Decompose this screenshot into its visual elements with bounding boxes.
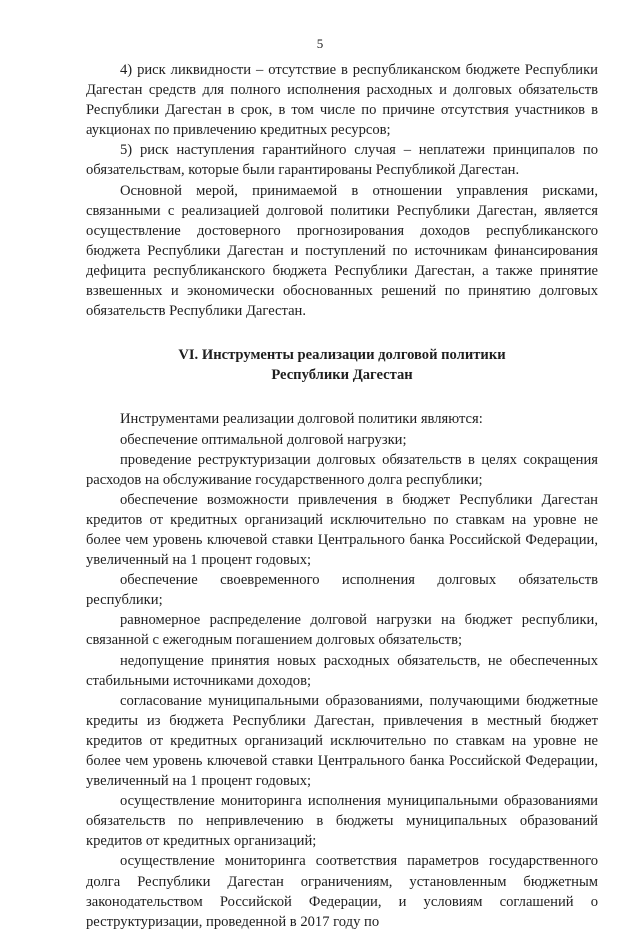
list-item-debt-parameters-monitoring: осуществление мониторинга соответствия параметров государственного долга Республики Дагестан ограничениям, установленным бюджетным законодательством Российской Федерации, и условиям соглашений о реструктуризации, проведенной в 2017 году по (86, 853, 598, 930)
list-item-even-distribution: равномерное распределение долговой нагрузки на бюджет республики, связанной с ежегодным погашением долговых обязательств; (86, 612, 598, 649)
list-item-municipal-monitoring: осуществление мониторинга исполнения муниципальными образованиями обязательств по непривлечению в бюджеты муниципальных образований кредитов от кредитных организаций; (86, 793, 598, 850)
paragraph-risk-management: Основной мерой, принимаемой в отношении управления рисками, связанными с реализацией долговой политики Республики Дагестан, является осуществление достоверного прогнозирования доходов республиканского бюджета Республики Дагестан и поступлений по источникам финансирования дефицита республиканского бюджета Республики Дагестан, а также принятие взвешенных и экономически обоснованных решений по принятию долговых обязательств Республики Дагестан. (86, 182, 598, 320)
document-body (86, 60, 598, 932)
section-heading-line-2: Республики Дагестан (271, 367, 413, 384)
list-item-timely-execution: обеспечение своевременного исполнения долговых обязательств республики; (86, 572, 598, 609)
section-heading-line-1: VI. Инструменты реализации долговой политики (178, 347, 506, 364)
section-heading (86, 345, 598, 385)
list-item-restructuring: проведение реструктуризации долговых обязательств в целях сокращения расходов на обслуживание государственного долга республики; (86, 451, 598, 488)
list-item-municipal-approval: согласование муниципальными образованиями, получающими бюджетные кредиты из бюджета Республики Дагестан, привлечения в местный бюджет кредитов от кредитных организаций исключительно по ставкам на уровне не более чем уровень ключевой ставки Центрального банка Российской Федерации, увеличенный на 1 процент годовых; (86, 692, 598, 790)
list-item-optimal-debt-load: обеспечение оптимальной долговой нагрузки; (120, 431, 407, 448)
paragraph-guarantee-risk: 5) риск наступления гарантийного случая – неплатежи принципалов по обязательствам, которые были гарантированы Республикой Дагестан. (86, 142, 598, 179)
list-item-no-unfunded-obligations: недопущение принятия новых расходных обязательств, не обеспеченных стабильными источниками доходов; (86, 652, 598, 689)
paragraph-liquidity-risk: 4) риск ликвидности – отсутствие в республиканском бюджете Республики Дагестан средств для полного исполнения расходных и долговых обязательств Республики Дагестан в срок, в том числе по причине отсутствия участников в аукционах по привлечению кредитных ресурсов; (86, 62, 598, 139)
list-item-credit-attraction: обеспечение возможности привлечения в бюджет Республики Дагестан кредитов от кредитных организаций исключительно по ставкам на уровне не более чем уровень ключевой ставки Центрального банка Российской Федерации, увеличенный на 1 процент годовых; (86, 491, 598, 569)
page-number: 5 (316, 36, 324, 51)
paragraph-instruments-intro: Инструментами реализации долговой политики являются: (120, 411, 483, 428)
